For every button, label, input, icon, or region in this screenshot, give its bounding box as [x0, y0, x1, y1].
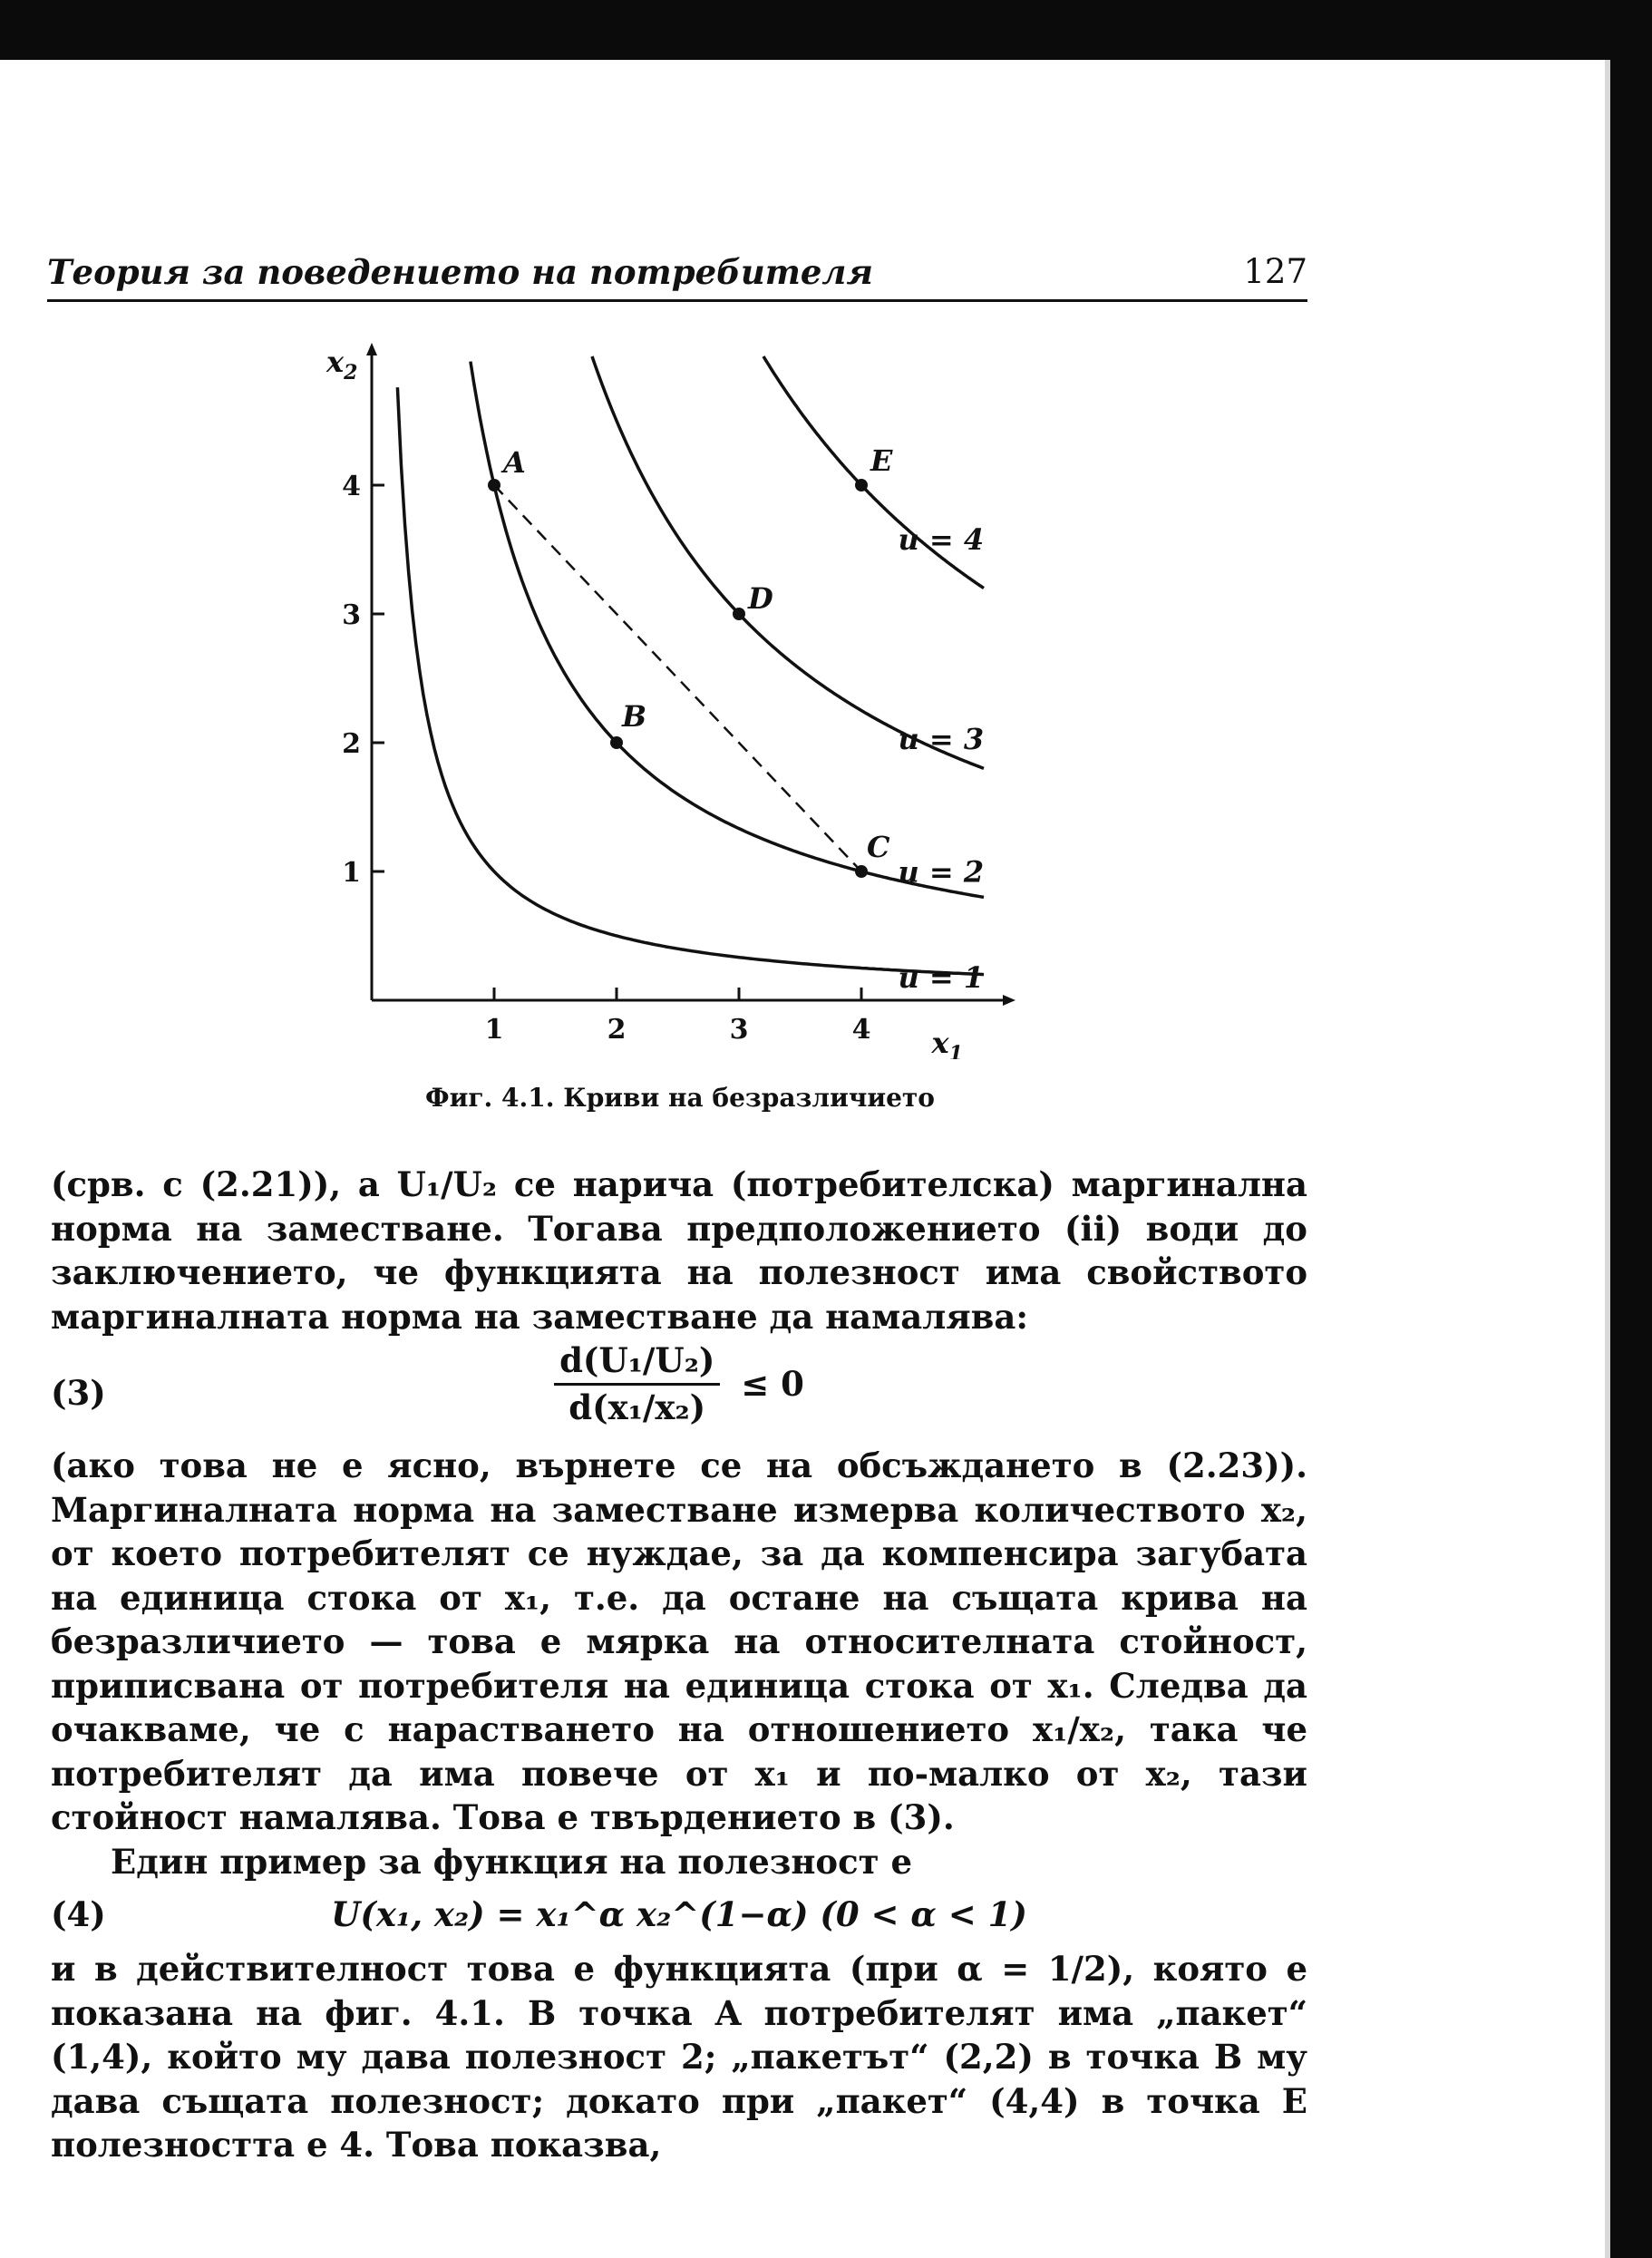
paragraph-2: (ако това не е ясно, върнете се на обсъждането в (2.23)). Маргиналната норма на заместване измерва количеството x₂, от което потребителят се нуждае, за да компенсира загубата на единица стока от x₁, т.е. да остане на същата крива на безразличието — това е мярка на относителната стойност, приписвана от потребителя на единица стока от x₁. Следва да очакваме, че с нарастването на отношението x₁/x₂, така че потребителят да има повече от x₁ и по-малко от x₂, тази стойност намалява. Това е твърдението в (3). [51, 1445, 1307, 1837]
y-axis-label: $x_2$ [326, 345, 358, 384]
point-a [488, 479, 500, 492]
equation-3-rhs: ≤ 0 [741, 1363, 804, 1404]
curve-label-u4: u = 4 [898, 522, 985, 557]
chapter-title: Теория за поведението на потребителя [47, 252, 873, 292]
point-b [610, 736, 623, 749]
scan-top-border [0, 0, 1652, 60]
running-head [47, 247, 1307, 303]
body-text [51, 1163, 1307, 2167]
curve-label-u2: u = 2 [898, 854, 985, 890]
indifference-curve-u3 [592, 356, 984, 768]
equation-3-denominator: d(x₁/x₂) [568, 1387, 706, 1427]
x-axis-arrow [1003, 995, 1015, 1006]
paragraph-4: и в действителност това е функцията (при α = 1/2), която е показана на фиг. 4.1. В точка A потребителят има „пакет“ (1,4), който му дава полезност 2; „пакетът“ (2,2) в точка B му дава същата полезност; докато при „пакет“ (4,4) в точка E полезността е 4. Това показва, [51, 1949, 1307, 2165]
x-tick-label: 4 [851, 1014, 871, 1046]
paragraph-1: (срв. с (2.21)), а U₁/U₂ се нарича (потребителска) маргинална норма на заместване. Тогава предположението (ii) води до заключението, че функцията на полезност има свойството маргиналната норма на заместване да намалява: [51, 1164, 1307, 1337]
y-tick-label: 4 [342, 471, 361, 502]
header-rule [47, 299, 1307, 302]
equation-3-numerator: d(U₁/U₂) [554, 1338, 720, 1386]
indifference-curve-u1 [397, 387, 984, 974]
point-label-e: E [870, 443, 893, 478]
x-tick-label: 1 [484, 1014, 504, 1046]
y-axis-arrow [366, 343, 377, 355]
equation-4-number: (4) [51, 1894, 106, 1934]
x-tick-label: 3 [729, 1014, 749, 1046]
point-label-d: D [748, 581, 773, 616]
y-tick-label: 1 [342, 857, 361, 889]
scan-right-border [1610, 0, 1652, 2258]
point-label-a: A [503, 445, 526, 480]
x-axis-label: $x_1$ [931, 1026, 963, 1059]
indifference-curves-chart [308, 334, 1052, 1059]
indifference-curves-figure [308, 334, 1052, 1059]
point-e [855, 479, 868, 492]
equation-3 [51, 1338, 1307, 1444]
equation-3-fraction [554, 1338, 720, 1429]
y-tick-label: 3 [342, 599, 361, 631]
equation-4 [51, 1883, 1307, 1947]
scan-page-edge [1605, 60, 1610, 2258]
dashed-segment-a-c [494, 485, 861, 871]
curve-label-u3: u = 3 [898, 722, 985, 757]
x-tick-label: 2 [607, 1014, 627, 1046]
equation-4-formula: U(x₁, x₂) = x₁^α x₂^(1−α) (0 < α < 1) [331, 1894, 1027, 1934]
y-tick-label: 2 [342, 728, 361, 760]
curve-label-u1: u = 1 [898, 959, 985, 995]
figure-caption: Фиг. 4.1. Криви на безразличието [425, 1083, 935, 1113]
point-d [733, 608, 745, 620]
equation-3-number: (3) [51, 1373, 106, 1413]
paragraph-3: Един пример за функция на полезност е [111, 1841, 912, 1882]
indifference-curve-u2 [471, 362, 984, 898]
point-label-c: C [867, 830, 890, 864]
point-c [855, 865, 868, 878]
page-number: 127 [1243, 252, 1307, 291]
point-label-b: B [622, 699, 647, 734]
